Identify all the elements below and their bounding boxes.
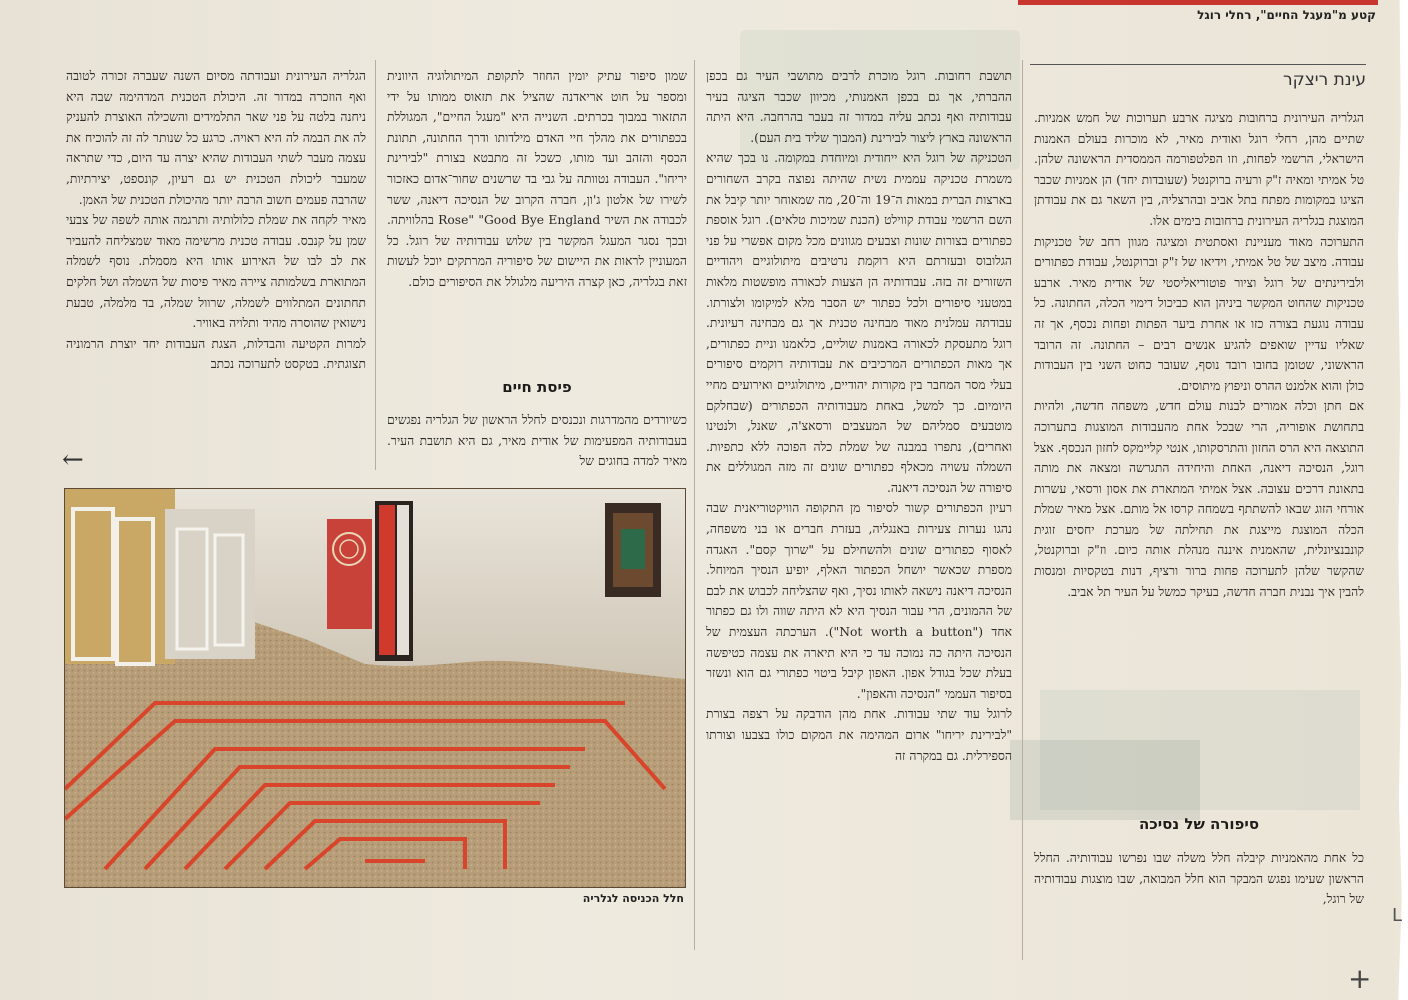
article-column-3-bottom [387,410,687,476]
photo-caption: חלל הכניסה לגלריה [582,892,684,905]
paragraph: רעיון הכפתורים קשור לסיפור מן התקופה הוויקטוריאנית שבה נהגו נערות צעירות באנגליה, בעזרת חברים או בני משפחה, לאסוף כפתורים שונים ולהשחילם על "שרוך קסם". האגדה מספרת שכאשר יושחל הכפתור האלף, יופיע הנסיך המיוחל. הנסיכה דיאנה נישאה לאותו נסיך, ואף שהצליחה לכבוש את לבם של ההמונים, הרי עבור הנסיך היא לא היתה שווה ולו גם כפתור אחד ("Not worth a button"). הערכתה העצמית של הנסיכה היתה כה נמוכה עד כי היא תיארה את עצמה כטיפשה בעלת שכל בגודל אפון. האפון קיבל ביטוי כפתורי גם הוא ונשזר בסיפור העממי "הנסיכה והאפון". [706,501,1012,701]
paragraph: הטכניקה של רוגל היא ייחודית ומיוחדת במקומה. נו בכך שהיא משמרת טכניקה עממית נשית שהיתה נפוצה בקרב השחורים בארצות הברית במאות ה־19 וה־20, מה שמאוחר יותר קיבל את השם הרשמי עבודת קווילט (הכנת שמיכות טלאים). רוגל אוספת כפתורים בצורות שונות וצבעים מגוונים מכל מקום אפשרי על פני הגלובוס ובעזרתם היא רוקמת נרטיבים מיתולוגיים ויהודיים השזורים זה בזה. עבודותיה הן הצעות לכאורה מופשטות מלאות במטעני סיפורים ולכל כפתור יש הסבר מלא למיקומו ולצורתו. עבודתה עמלנית מאוד מבחינה טכנית אך גם מבחינה רעיונית. רוגל מתעסקת לכאורה באמנות שוליים, כלאמנו וניית כפתורים, אך מאות הכפתורים המרכיבים את עבודותיה רוקמים סיפורים בעלי מסר המחבר בין מקורות יהודיים, מיתולוגיים ואירועים מחיי היומיום. כך למשל, באחת מעבודותיה הכפתורים (שבחלקם מוטבעים סמליהם של המעצבים ורסאצ'ה, שאנל, ולנטינו ואחרים), נתפרו במבנה של שמלת כלה הפוכה ללא כתפיות. השמלה עשויה מכאלף כפתורים שונים זה מזה המגוללים את סיפורה של הנסיכה דיאנה. [706,151,1012,495]
author-byline: עינת ריצקר [1283,70,1366,90]
section-heading-story: סיפורה של נסיכה [1138,815,1260,833]
torn-edge [1394,0,1408,1000]
section-heading-life: פיסת חיים [502,378,572,396]
section-color-bar [1018,0,1378,5]
paragraph: הגלריה העירונית ועבודתה מסיום השנה שעברה זכורה לטובה ואף הוזכרה במדור זה. היכולת הטכנית המדהימה שבה היא ניחנה בלטה על פני שאר התלמידים והשכילה האוצרת להעניק לה את הבמה לה היא ראויה. כרגע כל שנותר לה זה להוכיח את עצמה מעבר לשתי העבודות שהיא יצרה עד היום, כדי שתראה שמעבר ליכולת הטכנית יש גם רעיון, קונספט, יצירתיות, שהרבה פעמים חשוב הרבה יותר מהיכולת הטכנית של האמן. [66,69,366,207]
registration-mark: L [1392,905,1403,926]
paragraph: אם חתן וכלה אמורים לבנות עולם חדש, משפחה חדשה, ולהיות בתחושת אופוריה, הרי שבכל אחת מהעבודות המוצגות בתערוכה התוצאה היא הרס החזון והתרסקותו, אנטי קליימקס לחזון הנכסף. אצל רוגל, הנסיכה דיאנה, האחת והיחידה התגרשה ומצאה את מותה בתאונת דרכים עצובה. אצל אמיתי המתארת את אסון ורסאי, עשרות אורחי הזוג שבאו להשתתף בשמחה קרסו אל מותם. אצל מאיר שמלת הכלה המוצגת מייצגת את תחילתה של מערכת יחסים זוגית קונבנציונלית, שהאמנית איננה מנהלת אותה כיום. וז"ק וברוקנטל, שהקשר שלהן לתערוכה פחות ברור ורציף, דנות בטקסיות ומנסות להבין איך נבנית חברה חדשה, בעיקר כמשל על העיר תל אביב. [1034,399,1364,599]
article-column-1-bottom [1034,848,1364,910]
column-separator [1022,60,1023,960]
gallery-entrance-image [65,489,685,887]
paragraph: כל אחת מהאמניות קיבלה חלל משלה שבו נפרשו עבודותיה. החלל הראשון שעימו נפגש המבקר הוא חלל המבואה, שבו מוצגות עבודותיה של רוגל, [1034,851,1364,907]
paragraph: תושבת רחובות. רוגל מוכרת לרבים מתושבי העיר גם בכפן ההברתי, אך גם בכפן האמנותי, מכיוון שכבר הציגה בעיר עבודותיה ואף נכתב עליה במדור זה בעבר בהרחבה. היא היתה הראשונה בארץ ליצור לבירינת (המבוך שליד בית העם). [706,69,1012,145]
paragraph: למרות הקטיעה והבדלות, הצגת העבודות יחד יוצרת הרמוניה תצוגתית. בטקסט לתערוכה נכתב [66,336,366,372]
paragraph: לרוגל עוד שתי עבודות. אחת מהן הודבקה על רצפה בצורת "לבירינת יריחו" ארום המהימה את המקום כולו בצבעו וצורתו הספירלית. גם במקרה זה [706,707,1012,763]
paragraph: מאיר לקחה את שמלת כלולותיה ותרגמה אותה לשפה של צבעי שמן על קנבס. עבודה טכנית מרשימה מאוד שמצליחה להעביר את לב לבו של האירוע אותו היא מסמלת. נוסף לשמלה המתוארת בשלמותה ציירה מאיר פיסות של השמלה ושל חלקים תחתונים המתלווים לשמלה, שרוול שמלה, בד מלמלה, טבעת נישואין שהוסרה מהיד ותלויה באוויר. [66,213,366,331]
article-column-2 [706,66,1012,934]
crop-mark: + [1348,962,1372,995]
paragraph: הגלריה העירונית ברחובות מציגה ארבע תערוכות של חמש אמניות. שתיים מהן, רחלי רוגל ואודית מאיר, לא מוכרות בעולם האמנות הישראלי, הרשמי לפחות, וזו הפלטפורמה הממסדית הראשונה שלהן. טל אמיתי ומאיה ז"ק ורעיה ברוקנטל (שעובדות יחד) הן אמניות שכבר הציגו במקומות מפתח בתל אביב ובהרצליה, בין השאר גם את עבודתן המוצגת בגלריה העירונית ברחובות בימים אלו. [1034,111,1364,228]
gallery-photo [64,488,686,888]
source-caption: קטע מ"מעגל החיים", רחלי רוגל [1197,8,1376,22]
byline-rule [1030,64,1366,65]
article-column-4 [66,66,366,446]
article-column-1 [1034,108,1364,774]
paragraph: כשיורדים מהמדרגות ונכנסים לחלל הראשון של הגלריה נפגשים בעבודותיה המפעימות של אודית מאיר, גם היא תושבת העיר. מאיר למדה בחוגים של [387,413,687,469]
column-separator [694,60,695,950]
paragraph: שמון סיפור עתיק יומין החוזר לתקופת המיתולוגיה היוונית ומספר על חוט אריאדנה שהציל את תזאוס ממותו על ידי התזאור במבוך בכרתים. השנייה היא "מעגל החיים", המגוללת בכפתורים את מהלך חיי האדם מילדותו ודרך החתונה, תתונת הכסף והזהב ועד מותו, כשכל זה מתבטא בצורת "לבירינת יריחו". העבודה נטוותה על גבי בד שרשנים שחור־אדום כאזכור לשירו של אלטון ג'ון, חברה הקרוב של הנסיכה דיאנה, ששר לכבודה את השיר Rose" "Good Bye England בהלוויתה. ובכך נסגר המעגל המקשר בין שלוש עבודותיה של רוגל. כל המעוניין לראות את היישום של סיפוריה המרתקים יוכל לעשות זאת בגלריה, כאן קצרה היריעה מלגולל את הסיפורים כולם. [387,69,687,289]
column-separator [375,60,376,470]
arrow-left-icon: ← [62,445,84,475]
article-column-3 [387,66,687,356]
paragraph: התערוכה מאוד מעניינת ואסתטית ומציגה מגוון רחב של טכניקות עבודה. מיצב של טל אמיתי, וידיאו של ז"ק וברוקנטל, עבודת כפתורים ולבירינתים של רוגל וציור פוטוריאליסטי של אודית מאיר. ארבע טכניקות שהחוט המקשר ביניהן הוא כביכול דימוי הכלה, החתונה. כל עבודה נוגעת בצורה כזו או אחרת ביער הפתות ופחות נכסף, אך זה שאליו עדיין שואפים להגיע אנשים רבים – החתונה. זה הרובד הראשוני, שטומן בחובו רובד נוסף, שעובר כחוט השני בין העבודות כולן והוא אלמנט ההרס וניפוץ מיתוסים. [1034,234,1364,393]
